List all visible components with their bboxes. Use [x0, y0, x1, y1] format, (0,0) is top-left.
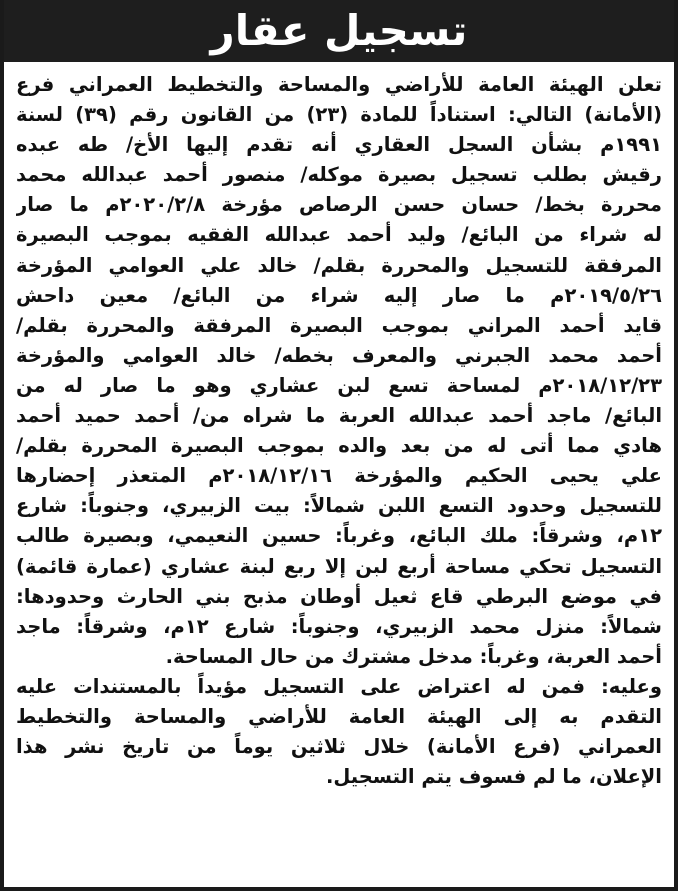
title-bar [4, 0, 674, 62]
notice-body [16, 70, 662, 792]
notice-title: تسجيل عقار [210, 6, 468, 55]
body-line: تعلن الهيئة العامة للأراضي والمساحة والتخطيط العمراني فرع [16, 73, 662, 96]
body-line: في موضع البرطي قاع ثعيل أوطان مذبح بني الحارث وحدودها: [16, 584, 662, 608]
body-line: محررة بخط/ حسان حسن الرصاص مؤرخة ٢٠٢٠/٢/٨م ما صار [16, 193, 662, 217]
body-line: المرفقة للتسجيل والمحررة بقلم/ خالد علي العوامي المؤرخة [16, 253, 662, 277]
body-line: قايد أحمد المراني بموجب البصيرة المرفقة والمحررة بقلم/ [16, 313, 662, 337]
body-line: التسجيل تحكي مساحة أربع لبن إلا ربع لبنة عشاري (عمارة قائمة) [16, 554, 662, 578]
body-line: أحمد العربة، وغرباً: مدخل مشترك من حال المساحة. [165, 644, 662, 668]
body-line: ١٢م، وشرقاً: ملك البائع، وغرباً: حسين النعيمي، وبصيرة طالب [16, 524, 662, 548]
body-line: العمراني (فرع الأمانة) خلال ثلاثين يوماً من تاريخ نشر هذا [16, 735, 662, 759]
body-line: ١٩٩١م بشأن السجل العقاري أنه تقدم إليها الأخ/ طه عبده [16, 133, 662, 157]
body-line: علي يحيى الحكيم والمؤرخة ٢٠١٨/١٢/١٦م المتعذر إحضارها [16, 464, 662, 488]
body-line: هادي مما أتى له من بعد والده بموجب البصيرة المحررة بقلم/ [16, 434, 662, 458]
body-line: أحمد محمد الجبرني والمعرف بخطه/ خالد العوامي والمؤرخة [16, 343, 662, 367]
body-line: رقيش بطلب تسجيل بصيرة موكله/ منصور أحمد عبدالله محمد [16, 163, 662, 187]
body-line: الإعلان، ما لم فسوف يتم التسجيل. [325, 765, 662, 789]
body-line: له شراء من البائع/ وليد أحمد عبدالله الفقيه بموجب البصيرة [16, 223, 662, 247]
body-line: البائع/ ماجد أحمد عبدالله العربة ما شراه من/ أحمد حميد أحمد [16, 404, 662, 428]
body-line: ٢٠١٩/٥/٢٦م ما صار إليه شراء من البائع/ معين داحش [16, 283, 662, 307]
body-line: للتسجيل وحدود التسع اللبن شمالاً: بيت الزبيري، وجنوباً: شارع [16, 494, 662, 518]
body-line: وعليه: فمن له اعتراض على التسجيل مؤيداً بالمستندات عليه [16, 674, 662, 698]
body-line: التقدم به إلى الهيئة العامة للأراضي والمساحة والتخطيط [16, 704, 662, 728]
body-line: ٢٠١٨/١٢/٢٣م لمساحة تسع لبن عشاري وهو ما صار له من [16, 373, 662, 397]
body-line: (الأمانة) التالي: استناداً للمادة (٢٣) من القانون رقم (٣٩) لسنة [16, 103, 662, 127]
body-line: شمالاً: منزل محمد الزبيري، وجنوباً: شارع ١٢م، وشرقاً: ماجد [16, 614, 662, 638]
